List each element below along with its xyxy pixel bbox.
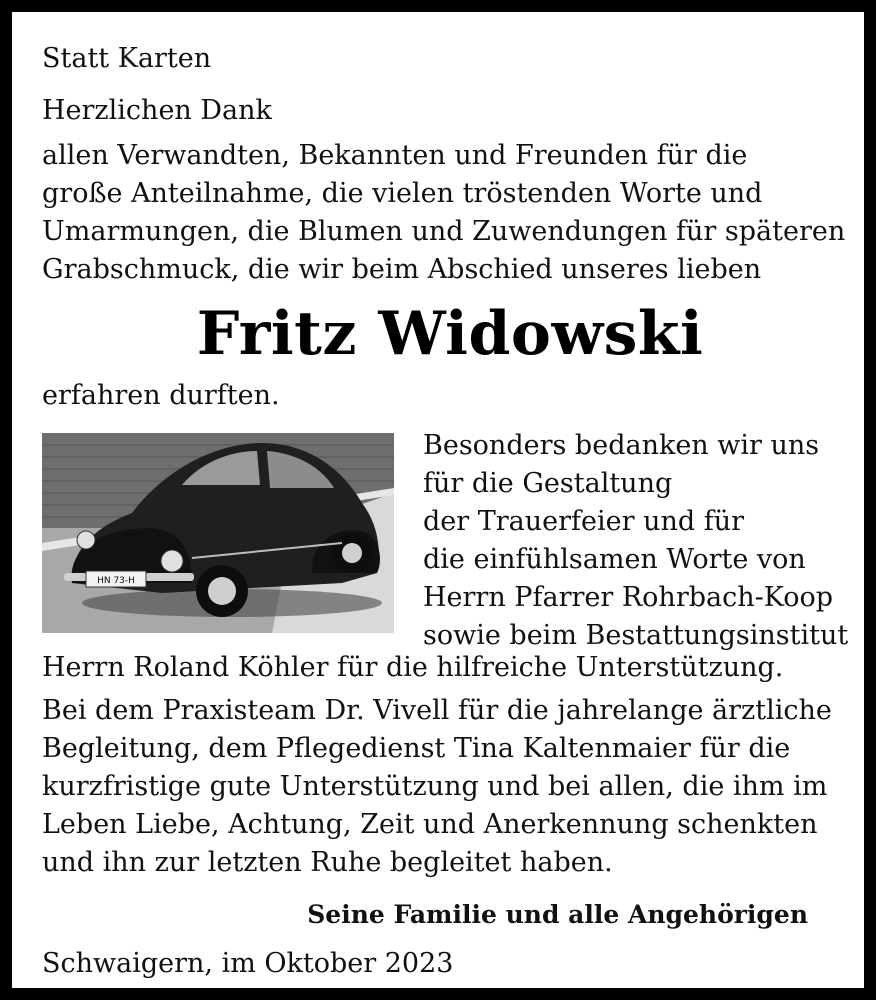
place-and-date: Schwaigern, im Oktober 2023 xyxy=(42,948,454,979)
paragraph-line: kurzfristige gute Unterstützung und bei allen, die ihm im xyxy=(42,771,828,802)
intro-line: große Anteilnahme, die vielen tröstenden Worte und xyxy=(42,178,763,209)
thanks-line: Besonders bedanken wir uns xyxy=(423,430,820,461)
intro-paragraph xyxy=(42,137,845,289)
family-signature: Seine Familie und alle Angehörigen xyxy=(307,900,808,929)
vw-beetle-image xyxy=(42,433,394,633)
thanks-line: die einfühlsamen Worte von xyxy=(423,544,806,575)
second-paragraph xyxy=(42,692,832,882)
thanks-line: Herrn Pfarrer Rohrbach-Koop xyxy=(423,582,833,613)
license-plate-text: HN 73-H xyxy=(97,576,135,586)
thanks-line: der Trauerfeier und für xyxy=(423,506,745,537)
paragraph-line: Leben Liebe, Achtung, Zeit und Anerkennung schenkten xyxy=(42,809,818,840)
intro-line: allen Verwandten, Bekannten und Freunden für die xyxy=(42,140,748,171)
paragraph-line: und ihn zur letzten Ruhe begleitet haben. xyxy=(42,847,613,878)
after-name-text: erfahren durften. xyxy=(42,380,280,411)
paragraph-line: Bei dem Praxisteam Dr. Vivell für die jahrelange ärztliche xyxy=(42,695,832,726)
herzlichen-dank-heading: Herzlichen Dank xyxy=(42,95,272,126)
thanks-line: für die Gestaltung xyxy=(423,468,673,499)
car-photo xyxy=(42,433,394,633)
deceased-name: Fritz Widowski xyxy=(196,299,704,369)
thanks-right-column xyxy=(423,427,848,655)
continuation-line: Herrn Roland Köhler für die hilfreiche Unterstützung. xyxy=(42,652,784,683)
intro-line: Grabschmuck, die wir beim Abschied unseres lieben xyxy=(42,254,762,285)
statt-karten: Statt Karten xyxy=(42,43,212,74)
intro-line: Umarmungen, die Blumen und Zuwendungen für späteren xyxy=(42,216,846,247)
thanks-line: sowie beim Bestattungsinstitut xyxy=(423,620,849,651)
paragraph-line: Begleitung, dem Pflegedienst Tina Kaltenmaier für die xyxy=(42,733,791,764)
